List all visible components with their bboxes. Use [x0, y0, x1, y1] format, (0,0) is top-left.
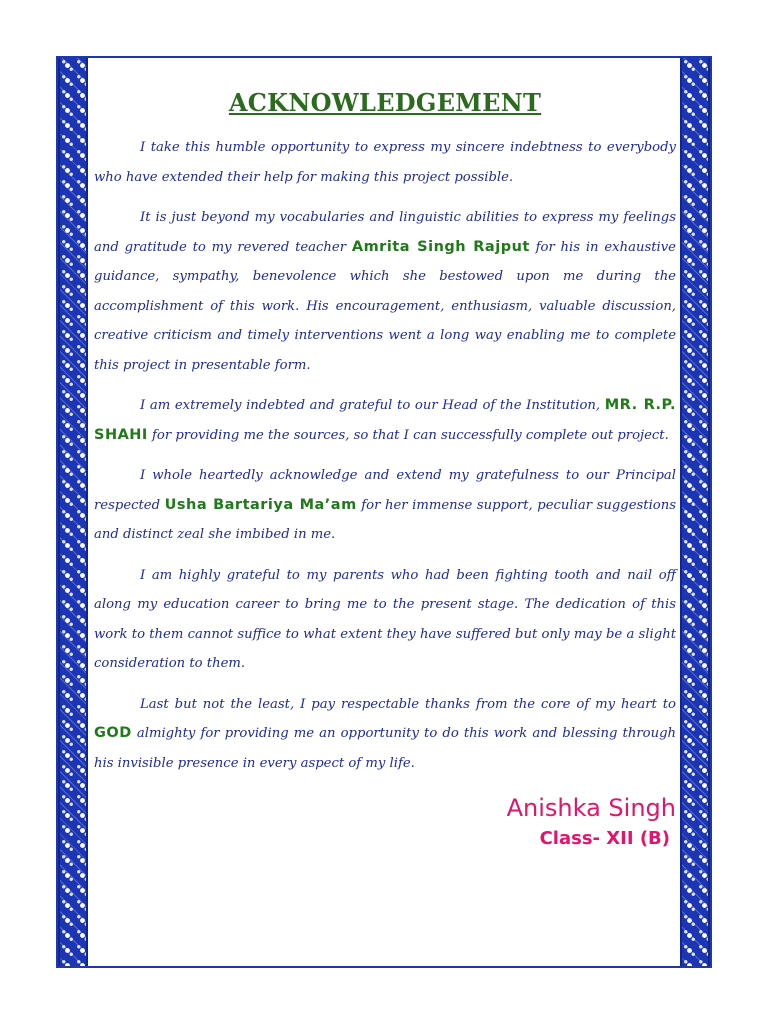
paragraph-1-text: I take this humble opportunity to express my sincere indebtness to everybody who have extended their help for making this project possible.: [94, 140, 676, 185]
paragraph-5: [94, 561, 676, 679]
signature-name: Anishka Singh: [506, 794, 676, 822]
paragraph-2-before: It is just beyond my vocabularies and linguistic abilities to express my feelings and gratitude to my revered teacher: [94, 210, 676, 255]
paragraph-6-before: Last but not the least, I pay respectable thanks from the core of my heart to: [140, 696, 676, 712]
paragraph-6-after: almighty for providing me an opportunity to do this work and blessing through his invisible presence in every aspect of my life.: [94, 726, 676, 771]
paragraph-3-after: for providing me the sources, so that I can successfully complete out project.: [147, 427, 669, 443]
document-content: [94, 88, 676, 854]
paragraph-2: [94, 203, 676, 380]
paragraph-4-before: I whole heartedly acknowledge and extend my gratefulness to our Principal respected: [94, 468, 676, 513]
page-title: ACKNOWLEDGEMENT: [228, 88, 542, 117]
decorative-border-right: [680, 58, 710, 966]
paragraph-2-after: for his in exhaustive guidance, sympathy, benevolence which she bestowed upon me during the accomplishment of this work. His encouragement, enthusiasm, valuable discussion, creative criticism and timely interventions went a long way enabling me to complete this project in presentable form.: [94, 239, 676, 373]
signature-class: Class- XII (B): [539, 828, 670, 849]
god-highlight: GOD: [94, 725, 132, 741]
paragraph-3: [94, 391, 676, 450]
teacher-name: Amrita Singh Rajput: [351, 238, 530, 255]
decorative-border-left: [58, 58, 88, 966]
signature-block: [94, 792, 676, 854]
paragraph-4-after: for her immense support, peculiar suggestions and distinct zeal she imbibed in me.: [94, 497, 677, 542]
paragraph-4: [94, 461, 676, 550]
principal-name: Usha Bartariya Ma’am: [164, 496, 357, 513]
page-frame: [56, 56, 712, 968]
paragraph-5-text: I am highly grateful to my parents who had been fighting tooth and nail off along my education career to bring me to the present stage. The dedication of this work to them cannot suffice to what extent they have suffered but only may be a slight consideration to them.: [94, 567, 676, 671]
head-of-institution-name: MR. R.P. SHAHI: [94, 397, 676, 443]
paragraph-3-before: I am extremely indebted and grateful to our Head of the Institution,: [140, 398, 605, 413]
paragraph-1: [94, 133, 676, 192]
paragraph-6: [94, 690, 676, 779]
